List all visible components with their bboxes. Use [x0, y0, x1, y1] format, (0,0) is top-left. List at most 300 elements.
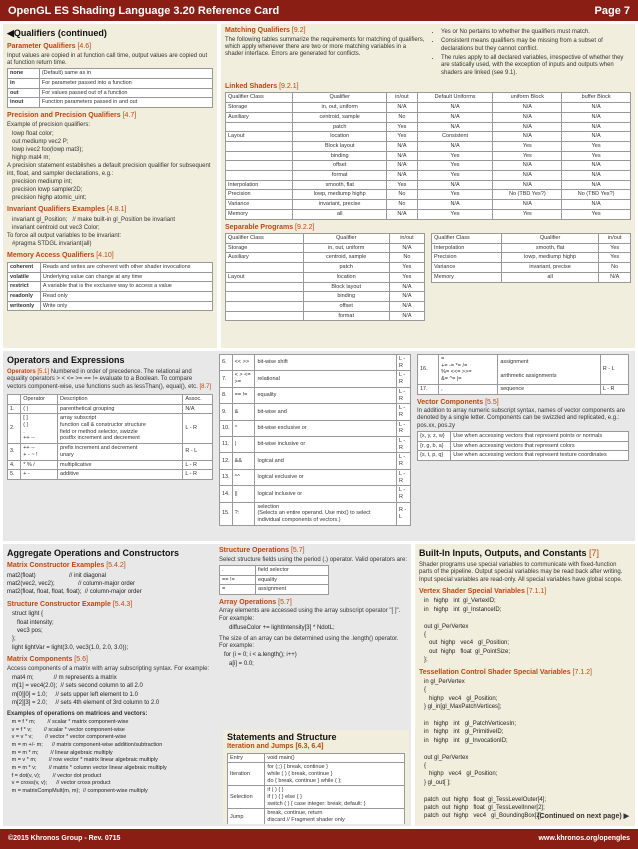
mem-title-text: Memory Access Qualifiers [7, 252, 95, 260]
table-row [220, 387, 411, 403]
param-desc: Input values are copied in at function call time, output values are copied out at function return time. [7, 52, 208, 66]
table-row [8, 262, 213, 272]
table-cell: Variance [432, 263, 502, 273]
table-row [220, 453, 411, 469]
ops-desc [7, 369, 213, 391]
table-cell: Yes [417, 171, 493, 181]
table-cell: Interpolation [226, 180, 293, 190]
page-title: OpenGL ES Shading Language 3.20 Reference Card [8, 5, 280, 17]
table-cell: equality [256, 575, 329, 585]
table-cell: 6. [220, 355, 233, 371]
table-cell: bit-wise inclusive or [255, 437, 396, 453]
table-cell: invariant, precise [293, 200, 387, 210]
table-cell: offset [303, 302, 389, 312]
table-cell: 15. [220, 502, 233, 525]
table-cell: Yes [417, 190, 493, 200]
table-cell: location [293, 132, 387, 142]
sep-title [225, 224, 631, 233]
table-cell: 12. [220, 453, 233, 469]
table-row [432, 263, 631, 273]
ex-title: Examples of operations on matrices and vectors: [7, 710, 148, 717]
match-ref: [9.2] [291, 27, 306, 34]
table-cell: No [389, 253, 424, 263]
vc-ref: [5.5] [485, 398, 499, 406]
table-cell: No [387, 112, 417, 122]
table-cell: L - R [396, 371, 410, 387]
linked-ref: [9.2.1] [279, 82, 299, 90]
table-cell [226, 292, 304, 302]
table-cell: No [387, 190, 417, 200]
table-cell: Variance [226, 200, 293, 210]
table-cell: 11. [220, 437, 233, 453]
bi-title-text: Built-In Inputs, Outputs, and Constants [419, 548, 587, 558]
sce-title [7, 601, 213, 610]
table-cell: N/A [389, 243, 424, 253]
table-cell: centroid, sample [293, 112, 387, 122]
table-cell [226, 171, 293, 181]
ops-op-title: Operators [7, 368, 36, 375]
table-row [228, 753, 405, 763]
table-cell: all [501, 272, 599, 282]
table-cell: N/A [417, 200, 493, 210]
table-cell: ?: [232, 502, 255, 525]
param-table [7, 68, 213, 108]
table-cell: bit-wise shift [255, 355, 396, 371]
table-cell: N/A [387, 171, 417, 181]
prec-ref: [4.7] [122, 111, 137, 119]
ops-desc-text: Numbered in order of precedence. The relational and equality operators > < <= >= == != evaluate to a Boolean. To compare vectors component-wise, use functions such as lessThan(), equal(), etc. [7, 368, 198, 390]
table-cell: logical inclusive or [255, 486, 396, 502]
table-cell: N/A [493, 132, 562, 142]
table-cell: N/A [562, 122, 631, 132]
table-cell: N/A [562, 132, 631, 142]
vc-table [417, 431, 629, 461]
table-cell: || [232, 486, 255, 502]
bi-title [419, 548, 631, 559]
table-header-cell: Default Uniforms [417, 93, 493, 103]
vc-title-text: Vector Components [417, 398, 484, 406]
table-row [432, 253, 631, 263]
table-row [226, 141, 631, 151]
table-cell [226, 282, 304, 292]
table-cell: N/A [562, 200, 631, 210]
page-number: Page 7 [594, 5, 630, 17]
table-cell: equality [255, 387, 396, 403]
mem-title [7, 252, 213, 261]
table-row [226, 302, 425, 312]
bi-ref: [7] [589, 548, 600, 558]
stmt-sub: Iteration and Jumps [6.3, 6.4] [227, 742, 324, 750]
ao-title [219, 599, 407, 608]
table-cell: in, out, uniform [293, 103, 387, 113]
table-cell: N/A [417, 122, 493, 132]
table-cell: N/A [562, 171, 631, 181]
table-row [226, 151, 631, 161]
match-bullets [431, 27, 631, 79]
table-cell: prefix increment and decrement unary [58, 444, 183, 460]
table-cell: * % / [21, 460, 58, 470]
table-cell: all [293, 209, 387, 219]
table-cell: N/A [389, 302, 424, 312]
table-header-row [226, 93, 631, 103]
table-header-cell: Assoc. [183, 394, 213, 404]
table-cell: Auxiliary [226, 112, 293, 122]
table-cell: array subscript function call & constructor structure field or method selector, swizzle postfix increment and decrement [58, 414, 183, 444]
statements-panel [223, 730, 409, 824]
table-header-cell: Qualifier [501, 234, 599, 244]
table-row [226, 209, 631, 219]
table-row [228, 763, 405, 786]
sep-ref: [9.2.2] [295, 223, 315, 231]
table-header-cell: uniform Block [493, 93, 562, 103]
table-cell: N/A [389, 311, 424, 321]
table-cell: (Default) same as in [39, 69, 212, 79]
table-row [8, 88, 213, 98]
table-cell: Auxiliary [226, 253, 304, 263]
table-cell: L - R [396, 486, 410, 502]
table-cell: restrict [8, 282, 41, 292]
table-row [226, 243, 425, 253]
table-row [432, 243, 631, 253]
table-row [220, 565, 329, 575]
table-row [418, 451, 629, 461]
table-header-row [8, 394, 213, 404]
table-row [226, 292, 425, 302]
table-row [220, 420, 411, 436]
tc-title [419, 669, 631, 678]
table-cell: Yes [493, 209, 562, 219]
table-cell: sequence [498, 384, 600, 394]
mce-ref: [5.4.2] [106, 561, 126, 569]
match-desc: The following tables summarize the requirements for matching of qualifiers, which apply whenever there are two or more matching variables in a shader interface. Errors are generated for conflicts. [225, 36, 425, 58]
table-row [226, 180, 631, 190]
table-cell: 9. [220, 404, 233, 420]
table-cell: For values passed out of a function [39, 88, 212, 98]
table-cell: Use when accessing vectors that represent points or normals [451, 431, 629, 441]
table-cell: Interpolation [432, 243, 502, 253]
table-cell: 14. [220, 486, 233, 502]
table-cell: Block layout [293, 141, 387, 151]
inv-example: invariant gl_Position; // make built-in gl_Position be invariant invariant centroid out vec3 Color; [12, 216, 176, 232]
mc-ref: [5.6] [74, 656, 88, 664]
table-cell: 7. [220, 371, 233, 387]
inv-ref: [4.8.1] [107, 206, 127, 214]
table-row [220, 486, 411, 502]
table-cell: Memory [432, 272, 502, 282]
table-cell: No [599, 263, 631, 273]
table-cell: out [8, 88, 40, 98]
table-cell [226, 141, 293, 151]
table-cell: Jump [228, 809, 265, 824]
table-cell: N/A [562, 112, 631, 122]
match-title-text: Matching Qualifiers [225, 27, 290, 34]
table-cell: , [439, 384, 498, 394]
table-cell: logical exclusive or [255, 469, 396, 485]
sce-code: struct light { float intensity; vec3 pos; }; light lightVar = light(3.0, vec3(1.0, 2.0, 3.0)); [12, 611, 129, 651]
table-header-row [226, 234, 425, 244]
linked-table [225, 92, 631, 219]
table-cell: N/A [493, 103, 562, 113]
table-row [220, 575, 329, 585]
table-cell: L - R [396, 387, 410, 403]
table-row [418, 431, 629, 441]
table-cell: < > <= >= [232, 371, 255, 387]
vs-title [419, 588, 631, 597]
table-cell: patch [293, 122, 387, 132]
table-header-cell: in/out [389, 234, 424, 244]
table-cell: Read only [40, 291, 212, 301]
table-cell: inout [8, 98, 40, 108]
table-cell: N/A [389, 292, 424, 302]
table-cell: Function parameters passed in and out [39, 98, 212, 108]
table-row [8, 414, 213, 444]
sce-ref: [5.4.3] [112, 600, 133, 608]
table-cell: A variable that is the exclusive way to access a value [40, 282, 212, 292]
table-cell: 1. [8, 404, 21, 414]
table-cell: Storage [226, 243, 304, 253]
table-cell: No (TBD Yes?) [493, 190, 562, 200]
table-cell: format [293, 171, 387, 181]
table-row [432, 272, 631, 282]
table-cell: {r, g, b, a} [418, 441, 451, 451]
table-cell: Yes [417, 161, 493, 171]
table-cell: L - R [183, 460, 213, 470]
table-cell: Storage [226, 103, 293, 113]
table-row [226, 103, 631, 113]
table-cell [226, 122, 293, 132]
linked-title [225, 83, 631, 92]
sep-table-a [225, 233, 425, 321]
table-cell: N/A [562, 180, 631, 190]
so-desc: Select structure fields using the period (.) operator. Valid operators are: [219, 556, 407, 563]
operators-panel [3, 351, 635, 541]
sep-title-text: Separable Programs [225, 223, 294, 231]
ops-desc-ref: [8.7] [199, 383, 212, 390]
vs-code: in highp int gl_VertexID; in highp int gl_InstanceID; out gl_PerVertex { out highp vec4 gl_Position; out highp float gl_PointSize; }; [424, 598, 511, 664]
table-cell: N/A [417, 103, 493, 113]
table-cell: assignment arithmetic assignments [498, 355, 600, 385]
match-title [225, 27, 425, 36]
inv-title [7, 206, 213, 215]
sep-table-b [431, 233, 631, 283]
table-cell: offset [293, 161, 387, 171]
table-cell: break, continue, return discard // Fragment shader only [265, 809, 405, 824]
table-row [8, 272, 213, 282]
table-cell: Block layout [303, 282, 389, 292]
table-cell: void main() [265, 753, 405, 763]
table-row [226, 200, 631, 210]
table-cell: 3. [8, 444, 21, 460]
table-cell: N/A [493, 180, 562, 190]
ops-table-2 [219, 354, 411, 526]
table-row [226, 253, 425, 263]
table-header-cell: buffer Block [562, 93, 631, 103]
table-row [8, 301, 213, 311]
table-row [226, 282, 425, 292]
prec-desc: A precision statement establishes a default precision qualifier for subsequent int, float, and sampler declarations, e.g.: precision mediump int; precision lowp sampler2D; precision highp atomic_uint; [7, 162, 211, 202]
table-cell: Precision [432, 253, 502, 263]
agg-title: Aggregate Operations and Constructors [7, 548, 180, 558]
table-row [418, 441, 629, 451]
table-row [8, 69, 213, 79]
table-cell: == != [232, 387, 255, 403]
table-cell: in [8, 78, 40, 88]
table-cell: | [232, 437, 255, 453]
table-cell: readonly [8, 291, 41, 301]
table-cell: N/A [562, 161, 631, 171]
table-header-cell: Qualifier [303, 234, 389, 244]
table-row [8, 282, 213, 292]
ao-ref: [5.7] [278, 598, 292, 606]
table-cell: none [8, 69, 40, 79]
footer-copyright: ©2015 Khronos Group - Rev. 0715 [8, 835, 121, 842]
table-cell [226, 311, 304, 321]
table-cell: patch [303, 263, 389, 273]
vc-title [417, 399, 629, 408]
qualifiers-title: ◀Qualifiers (continued) [7, 28, 107, 38]
table-cell: additive [58, 470, 183, 480]
table-cell: Yes [562, 209, 631, 219]
vs-ref: [7.1.1] [526, 587, 547, 595]
table-cell: N/A [417, 141, 493, 151]
tc-code: in gl_PerVertex { highp vec4 gl_Position; } gl_in[gl_MaxPatchVertices]; in highp int gl_PatchVerticesIn; in highp int gl_PrimitiveID; in highp int gl_InvocationID; out gl_PerVertex { highp vec4 gl_Position; } gl_out[ ]; patch out highp float gl_TessLevelOuter[4]; patch out highp float gl_TessLevelInner[2]; patch out highp vec4 gl_BoundingBox[2]; [424, 679, 547, 820]
ao-code: diffuseColor += lightIntensity[3] * NdotL; [219, 625, 335, 632]
table-row [8, 98, 213, 108]
mce-code: mat2(float) // init diagonal mat2(vec2, vec2); // column-major order mat2(float, float, float, float); // column-major order [7, 572, 142, 596]
table-cell [226, 302, 304, 312]
table-cell: Yes [599, 243, 631, 253]
table-cell: Yes [387, 122, 417, 132]
ops-table-3 [417, 354, 629, 395]
mem-ref: [4.10] [96, 252, 114, 260]
tc-title-text: Tessellation Control Shader Special Variables [419, 668, 571, 676]
table-cell: L - R [396, 420, 410, 436]
table-cell: 5. [8, 470, 21, 480]
table-row [226, 272, 425, 282]
table-row [220, 355, 411, 371]
table-cell: Yes [562, 141, 631, 151]
table-cell: Yes [562, 151, 631, 161]
table-header-cell: Qualifier [293, 93, 387, 103]
table-cell: = [220, 585, 256, 595]
table-row [8, 470, 213, 480]
table-cell: [ ] ( ) . ++ -- [21, 414, 58, 444]
table-cell: . [220, 565, 256, 575]
table-row [8, 404, 213, 414]
table-cell: binding [293, 151, 387, 161]
table-cell: Yes [493, 151, 562, 161]
match-bullet: • The rules apply to all declared variables, irrespective of whether they are statically used, with the exception of inputs and outputs when shaders are linked (see 9.1). [441, 55, 631, 77]
inv-desc: To force all output variables to be invariant: #pragma STDGL invariant(all) [7, 233, 122, 248]
table-cell: coherent [8, 262, 41, 272]
table-cell: in, out, uniform [303, 243, 389, 253]
table-cell: 17. [418, 384, 439, 394]
table-row [8, 291, 213, 301]
param-ref: [4.6] [77, 42, 92, 50]
table-cell: No [387, 200, 417, 210]
qualifiers-panel [3, 24, 217, 348]
table-cell: N/A [493, 112, 562, 122]
table-cell: Yes [493, 141, 562, 151]
ao-title-text: Array Operations [219, 598, 277, 606]
table-cell: N/A [387, 151, 417, 161]
table-cell: invariant, precise [501, 263, 599, 273]
table-cell: location [303, 272, 389, 282]
table-header-cell: Operator [21, 394, 58, 404]
vc-desc: In addition to array numeric subscript syntax, names of vector components are denoted by a single letter. Components can be swizzled and replicated, e.g.: pos.xx, pos.zy [417, 408, 626, 429]
table-cell: L - R [396, 437, 410, 453]
footer-url[interactable]: www.khronos.org/opengles [538, 835, 630, 842]
table-row [228, 786, 405, 809]
table-header-cell: Description [58, 394, 183, 404]
linked-title-text: Linked Shaders [225, 82, 278, 90]
table-cell: && [232, 453, 255, 469]
table-cell: {s, t, p, q} [418, 451, 451, 461]
table-row [226, 161, 631, 171]
ao-desc: Array elements are accessed using the array subscript operator "[ ]". For example: [219, 608, 401, 622]
continued-link[interactable]: (Continued on next page) ▶ [537, 813, 629, 821]
table-cell: bit-wise exclusive or [255, 420, 396, 436]
table-cell: R - L [600, 355, 628, 385]
so-table [219, 565, 329, 595]
table-row [226, 171, 631, 181]
table-header-cell: in/out [387, 93, 417, 103]
table-cell: 4. [8, 460, 21, 470]
table-cell: + - [21, 470, 58, 480]
table-header-row [432, 234, 631, 244]
table-cell: N/A [387, 141, 417, 151]
table-cell: N/A [562, 103, 631, 113]
table-cell: Yes [389, 272, 424, 282]
table-cell: Use when accessing vectors that represent colors [451, 441, 629, 451]
table-cell: relational [255, 371, 396, 387]
table-cell: Layout [226, 272, 304, 282]
table-cell: N/A [387, 103, 417, 113]
table-row [418, 384, 629, 394]
table-cell: == != [220, 575, 256, 585]
table-cell: smooth, flat [501, 243, 599, 253]
table-cell: multiplicative [58, 460, 183, 470]
table-cell: Memory [226, 209, 293, 219]
table-cell: N/A [493, 200, 562, 210]
table-row [226, 190, 631, 200]
table-cell [226, 161, 293, 171]
vs-title-text: Vertex Shader Special Variables [419, 587, 525, 595]
mem-table [7, 262, 213, 312]
ex-code: m = f * m; // scalar * matrix component-wise v = f * v; // scalar * vector component-wise v = v * v; // vector * vector component-wise m = m +/- m; // matrix component-wise addition/subtraction m = m * m; // linear algebraic multiply m = v * m; // row vector * matrix linear algebraic multiply m = m * v; // matrix * column vector linear algebraic multiply f = dot(v, v); // vector dot product v = cross(v, v); // vector cross product m = matrixCompMult(m, m); // component-wise multiply [11, 718, 167, 795]
match-bullet: • Consistent means qualifiers may be missing from a subset of declarations but they cannot conflict. [441, 38, 631, 53]
mc-code: mat4 m; // m represents a matrix m[1] = vec4(2.0); // sets second column to all 2.0 m[0][0] = 1.0; // sets upper left element to 1.0 m[2][3] = 2.0; // sets 4th element of 3rd column to 2.0 [12, 675, 160, 707]
table-cell: N/A [599, 272, 631, 282]
table-cell: & [232, 404, 255, 420]
so-title-text: Structure Operations [219, 547, 290, 554]
table-row [226, 112, 631, 122]
table-cell: N/A [389, 282, 424, 292]
table-cell: Yes [417, 209, 493, 219]
table-cell: Yes [417, 151, 493, 161]
table-row [418, 355, 629, 385]
table-cell: for (;;) { break, continue } while ( ) { break, continue } do { break, continue } while ( ); [265, 763, 405, 786]
table-cell: logical and [255, 453, 396, 469]
header-bar [0, 0, 638, 21]
table-cell: Precision [226, 190, 293, 200]
table-cell: ++ -- + - ~ ! [21, 444, 58, 460]
so-ref: [5.7] [290, 547, 305, 554]
table-cell: if ( ) { } if ( ) { } else { } switch ( ) { case integer: break; default: } [265, 786, 405, 809]
stmt-title: Statements and Structure [227, 732, 337, 742]
table-cell: = += -= *= /= %= <<= >>= &= ^= |= [439, 355, 498, 385]
table-cell: lowp, mediump highp [293, 190, 387, 200]
